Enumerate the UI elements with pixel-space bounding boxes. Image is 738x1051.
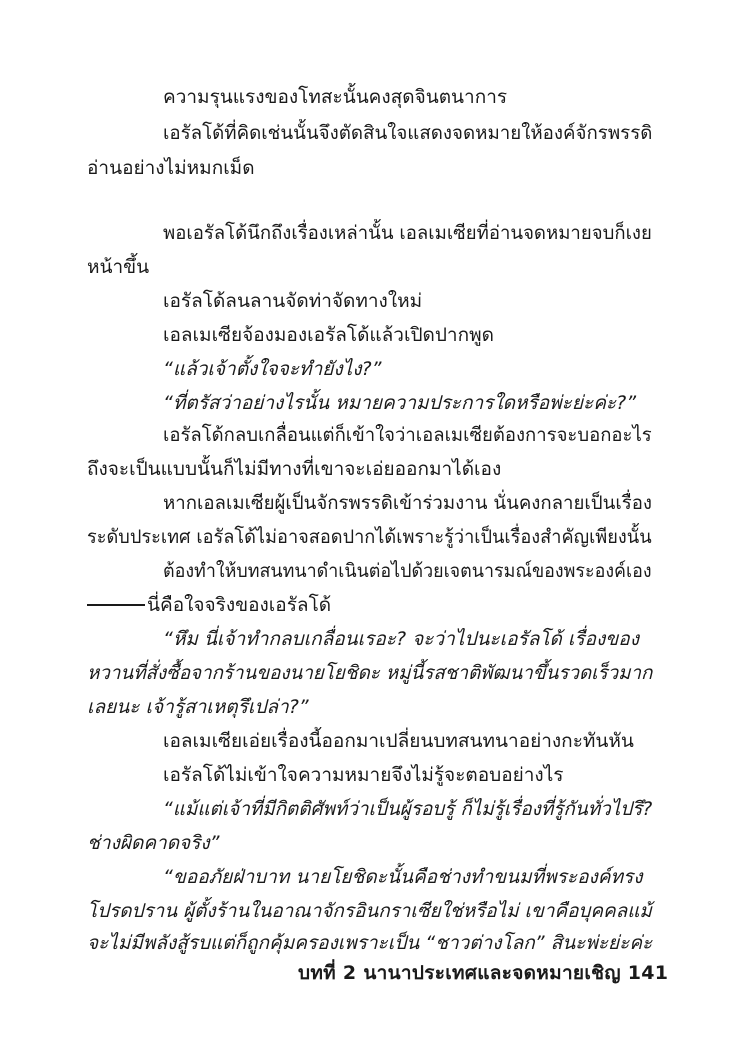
text-line: หากเอลเมเซียผู้เป็นจักรพรรดิเข้าร่วมงาน นั่นคงกลายเป็นเรื่อง [163, 492, 652, 514]
dialogue-line: หวานที่สั่งซื้อจากร้านของนายโยชิดะ หมู่นี้รสชาติพัฒนาขึ้นรวดเร็วมาก [87, 662, 653, 684]
text-line: เอรัลโด้กลบเกลื่อนแต่ก็เข้าใจว่าเอลเมเซียต้องการจะบอกอะไร [163, 424, 652, 446]
text-line: เอรัลโด้ลนลานจัดท่าจัดทางใหม่ [163, 290, 423, 312]
text-line: ถึงจะเป็นแบบนั้นก็ไม่มีทางที่เขาจะเอ่ยออกมาได้เอง [87, 458, 502, 480]
text-line: เอรัลโด้ที่คิดเช่นนั้นจึงตัดสินใจแสดงจดหมายให้องค์จักรพรรดิ [163, 122, 653, 144]
text-line [87, 592, 331, 618]
text-line: ความรุนแรงของโทสะนั้นคงสุดจินตนาการ [163, 86, 508, 108]
text-line: พอเอรัลโด้นึกถึงเรื่องเหล่านั้น เอลเมเซียที่อ่านจดหมายจบก็เงย [163, 222, 652, 244]
page-footer: บทที่ 2 นานาประเทศและจดหมายเชิญ 141 [298, 962, 669, 984]
dialogue-line: จะไม่มีพลังสู้รบแต่ก็ถูกคุ้มครองเพราะเป็น “ชาวต่างโลก” สินะพ่ะย่ะค่ะ [87, 932, 653, 954]
dialogue-line: “หึม นี่เจ้าทำกลบเกลื่อนเรอะ? จะว่าไปนะเอรัลโด้ เรื่องของ [163, 628, 639, 650]
text-line: ต้องทำให้บทสนทนาดำเนินต่อไปด้วยเจตนารมณ์ของพระองค์เอง [163, 560, 652, 582]
dialogue-line: เลยนะ เจ้ารู้สาเหตุรึเปล่า?” [87, 696, 309, 718]
dialogue-line: “ขออภัยฝ่าบาท นายโยชิดะนั้นคือช่างทำขนมที่พระองค์ทรง [163, 866, 643, 888]
dialogue-line: โปรดปราน ผู้ตั้งร้านในอาณาจักรอินกราเซียใช่หรือไม่ เขาคือบุคคลแม้ [87, 900, 652, 922]
text-line: หน้าขึ้น [87, 256, 150, 278]
text-line: เอลเมเซียจ้องมองเอรัลโด้แล้วเปิดปากพูด [163, 324, 494, 346]
text-line: เอลเมเซียเอ่ยเรื่องนี้ออกมาเปลี่ยนบทสนทนาอย่างกะทันหัน [163, 730, 634, 752]
dialogue-line: “ที่ตรัสว่าอย่างไรนั้น หมายความประการใดหรือพ่ะย่ะค่ะ?” [163, 392, 637, 414]
dialogue-line: ช่างผิดคาดจริง” [87, 832, 220, 854]
text-line: เอรัลโด้ไม่เข้าใจความหมายจึงไม่รู้จะตอบอย่างไร [163, 764, 564, 786]
em-dash-rule [87, 604, 145, 606]
dialogue-line: “แล้วเจ้าตั้งใจจะทำยังไง?” [163, 358, 382, 380]
text-line: ระดับประเทศ เอรัลโด้ไม่อาจสอดปากได้เพราะรู้ว่าเป็นเรื่องสำคัญเพียงนั้น [87, 526, 652, 548]
dialogue-line: “แม้แต่เจ้าที่มีกิตติศัพท์ว่าเป็นผู้รอบรู้ ก็ไม่รู้เรื่องที่รู้กันทั่วไปรึ? [163, 798, 653, 820]
text-line-content: นี่คือใจจริงของเอรัลโด้ [147, 594, 332, 616]
text-line: อ่านอย่างไม่หมกเม็ด [87, 157, 255, 179]
